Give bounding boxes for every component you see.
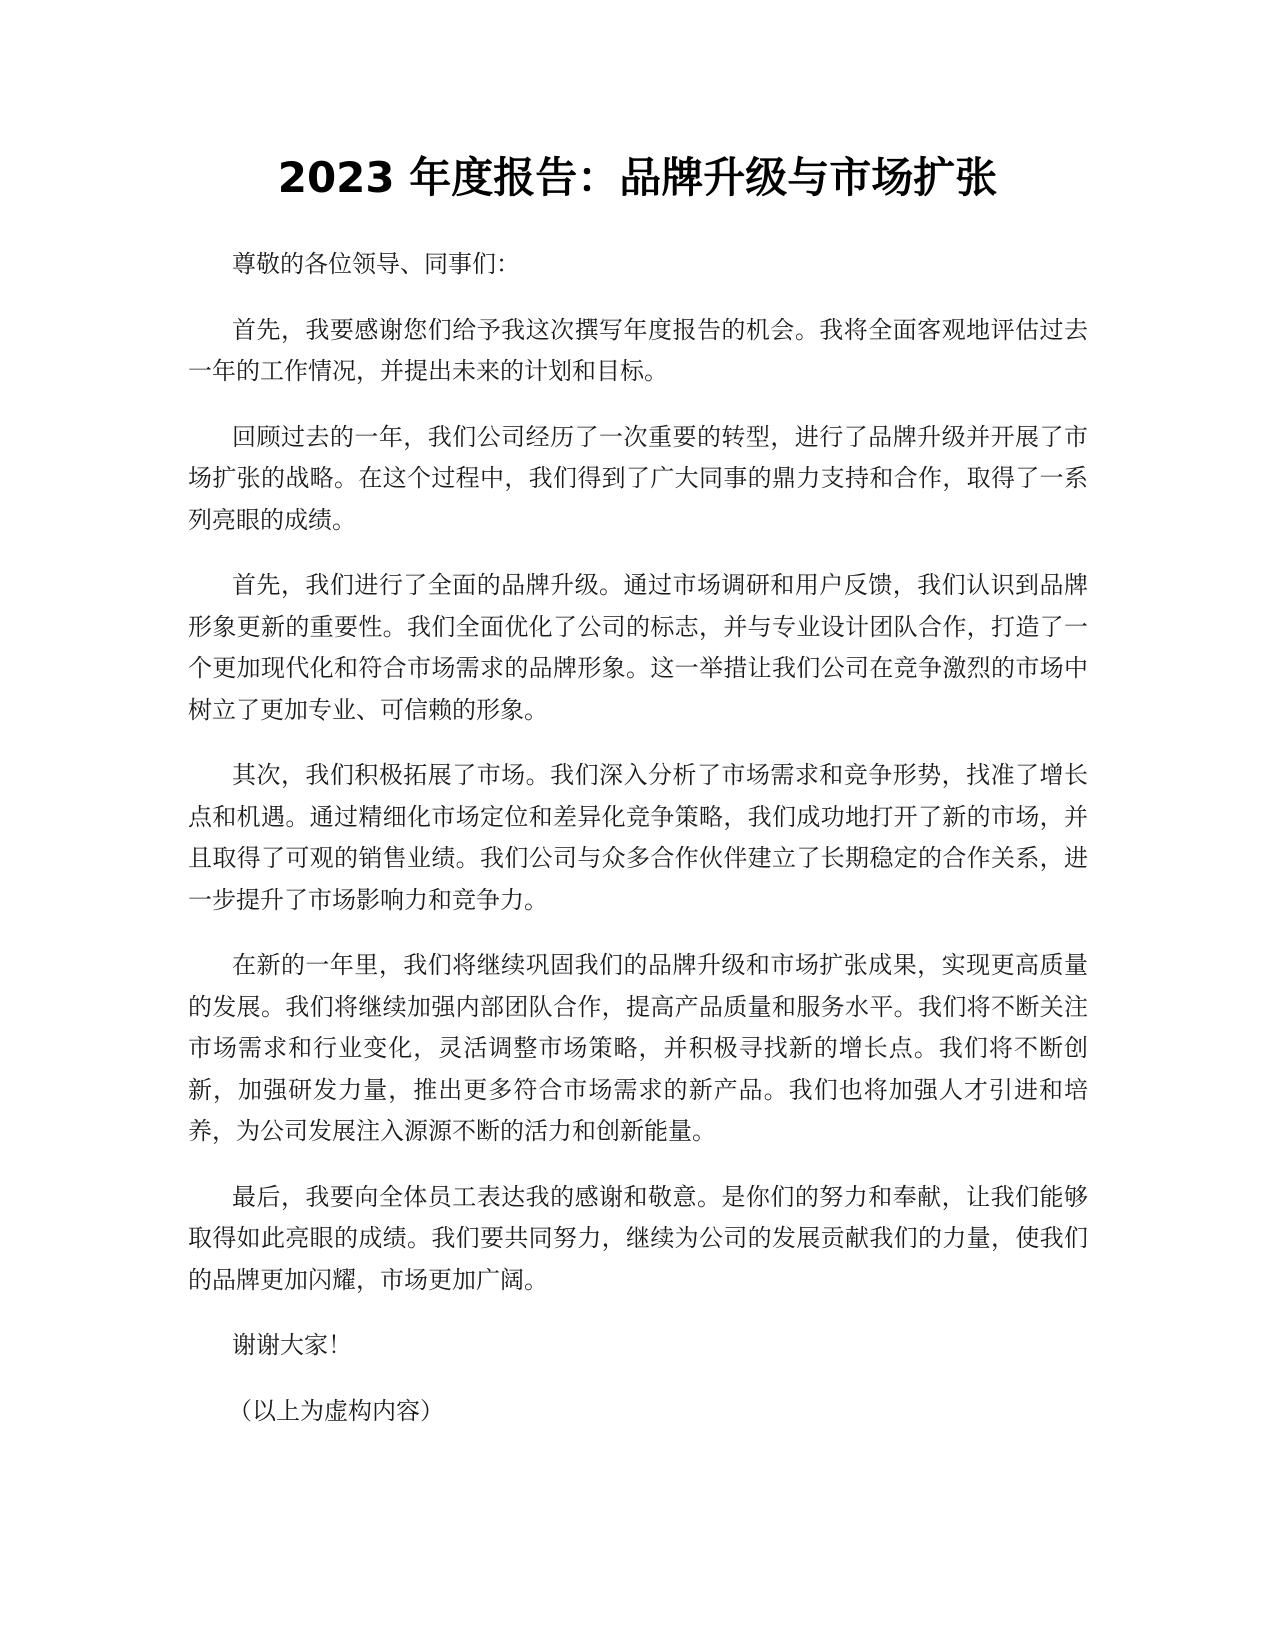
paragraph-next-year: 在新的一年里，我们将继续巩固我们的品牌升级和市场扩张成果，实现更高质量的发展。我们将继续加强内部团队合作，提高产品质量和服务水平。我们将不断关注市场需求和行业变化，灵活调整市场策略，并积极寻找新的增长点。我们将不断创新，加强研发力量，推出更多符合市场需求的新产品。我们也将加强人才引进和培养，为公司发展注入源源不断的活力和创新能量。 bbox=[188, 951, 1088, 1145]
paragraph-intro: 首先，我要感谢您们给予我这次撰写年度报告的机会。我将全面客观地评估过去一年的工作情况，并提出未来的计划和目标。 bbox=[188, 315, 1088, 385]
fiction-note: （以上为虚构内容） bbox=[228, 1396, 444, 1425]
paragraph-market-expansion: 其次，我们积极拓展了市场。我们深入分析了市场需求和竞争形势，找准了增长点和机遇。通过精细化市场定位和差异化竞争策略，我们成功地打开了新的市场，并且取得了可观的销售业绩。我们公司与众多合作伙伴建立了长期稳定的合作关系，进一步提升了市场影响力和竞争力。 bbox=[188, 761, 1088, 914]
document-body bbox=[188, 244, 1088, 1456]
thanks-line: 谢谢大家！ bbox=[232, 1331, 352, 1359]
document-title: 2023 年度报告：品牌升级与市场扩张 bbox=[277, 153, 998, 202]
salutation: 尊敬的各位领导、同事们： bbox=[232, 250, 520, 278]
paragraph-review: 回顾过去的一年，我们公司经历了一次重要的转型，进行了品牌升级并开展了市场扩张的战略。在这个过程中，我们得到了广大同事的鼎力支持和合作，取得了一系列亮眼的成绩。 bbox=[188, 422, 1088, 534]
paragraph-closing: 最后，我要向全体员工表达我的感谢和敬意。是你们的努力和奉献，让我们能够取得如此亮眼的成绩。我们要共同努力，继续为公司的发展贡献我们的力量，使我们的品牌更加闪耀，市场更加广阔。 bbox=[188, 1182, 1088, 1294]
paragraph-brand-upgrade: 首先，我们进行了全面的品牌升级。通过市场调研和用户反馈，我们认识到品牌形象更新的重要性。我们全面优化了公司的标志，并与专业设计团队合作，打造了一个更加现代化和符合市场需求的品牌形象。这一举措让我们公司在竞争激烈的市场中树立了更加专业、可信赖的形象。 bbox=[188, 571, 1088, 724]
